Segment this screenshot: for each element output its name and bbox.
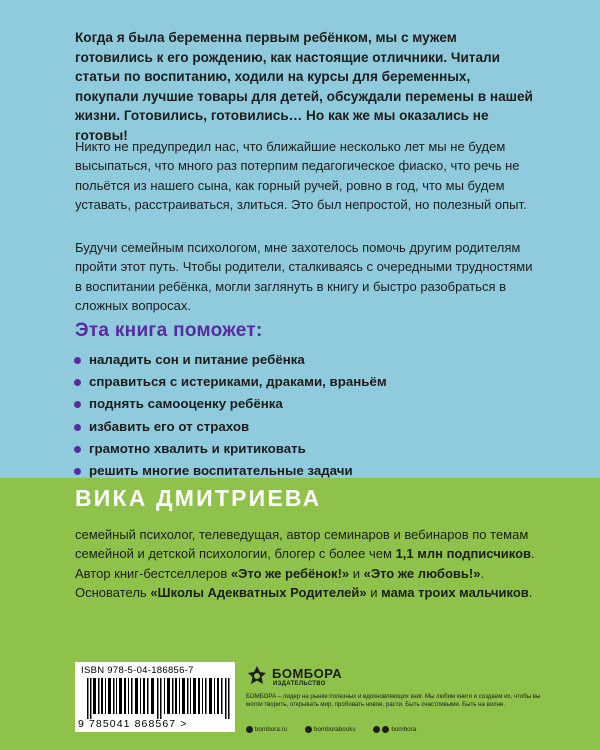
bullet-dot-icon [74,424,81,431]
list-item [73,394,387,416]
link-text: bombora [391,726,417,733]
list-item-text: избавить его от страхов [89,418,250,434]
social-link[interactable] [305,726,364,733]
publisher-links [246,726,432,735]
bullet-dot-icon [74,401,81,408]
list-item-text: решить многие воспитательные задачи [89,462,353,478]
bombora-logo-icon [246,665,268,687]
bio-text: . Автор книг-бестселлеров [75,546,535,581]
bullet-dot-icon [74,379,81,386]
list-item [73,439,387,461]
intro-paragraph: Когда я была беременна первым ребёнком, мы с мужем готовились к его рождению, как настоящие отличники. Читали статьи по воспитанию, ходили на курсы для беременных, покупали лучшие товары для детей, обсуждали перемены в нашей жизни. Готовились, готовились… Но как же мы оказались не готовы! [75,30,533,143]
link-text: bomborabooks [313,726,356,733]
author-name: ВИКА ДМИТРИЕВА [75,485,322,511]
list-item-text: грамотно хвалить и критиковать [89,440,306,456]
globe-icon [246,726,253,733]
list-item-text: справиться с истериками, драками, враньём [89,374,387,390]
bio-text: и [349,565,364,581]
bio-text: и [366,584,382,600]
list-item [73,372,387,394]
social-link[interactable] [373,726,424,733]
paragraph-2: Никто не предупредил нас, что ближайшие несколько лет мы не будем высыпаться, что много раз потерпим педагогическое фиаско, что речь не польётся из нашего сына, как горный ручей, ровно в год, что мы будем уставать, расстраиваться, злиться. Это был непростой, но полезный опыт. [75,139,527,212]
telegram-icon [382,726,389,733]
bio-highlight: «Это же любовь!» [363,565,481,581]
author-bio [75,525,545,602]
bullet-dot-icon [74,357,81,364]
publisher-tagline: БОМБОРА – лидер на рынке полезных и вдохновляющих книг. Мы любим книги и создаем их, чтобы вы могли творить, открывать мир, пробовать новое, расти. Быть счастливыми. Быть на волне. [246,693,541,709]
bio-text: семейный психолог, телеведущая, автор семинаров и вебинаров по темам семейной и детской психологии, блогер с более чем [75,527,529,562]
paragraph-3: Будучи семейным психологом, мне захотелось помочь другим родителям пройти этот путь. Чтобы родители, сталкиваясь с очередными трудностями в воспитании ребёнка, могли заглянуть в книгу и быстро разобраться в сложных вопросах. [75,240,533,313]
bio-highlight: «Это же ребёнок!» [230,565,350,581]
website-link[interactable] [246,726,295,733]
isbn-label: ISBN 978-5-04-186856-7 [81,665,194,676]
list-item-text: поднять самооценку ребёнка [89,396,283,412]
isbn-barcode-box [75,662,235,732]
isbn-digits: 9 785041 868567 > [78,718,188,730]
bio-highlight: 1,1 млн подписчиков [395,546,532,562]
bio-text: . Основатель [75,565,485,600]
helps-title: Эта книга поможет: [75,320,263,341]
bullet-dot-icon [74,468,81,475]
link-text: bombora.ru [255,726,288,733]
bio-text: . [528,584,533,600]
list-item [73,350,387,372]
publisher-name: БОМБОРА [272,666,343,681]
publisher-subtitle: ИЗДАТЕЛЬСТВО [273,681,326,687]
list-item-text: наладить сон и питание ребёнка [89,352,305,367]
list-item [73,417,387,439]
bio-highlight: «Школы Адекватных Родителей» [150,584,367,600]
vk-icon [373,726,380,733]
bio-highlight: мама троих мальчиков [381,584,529,600]
barcode-icon [87,678,233,719]
helps-list [73,350,387,483]
bullet-dot-icon [74,446,81,453]
social-icon [305,726,312,733]
